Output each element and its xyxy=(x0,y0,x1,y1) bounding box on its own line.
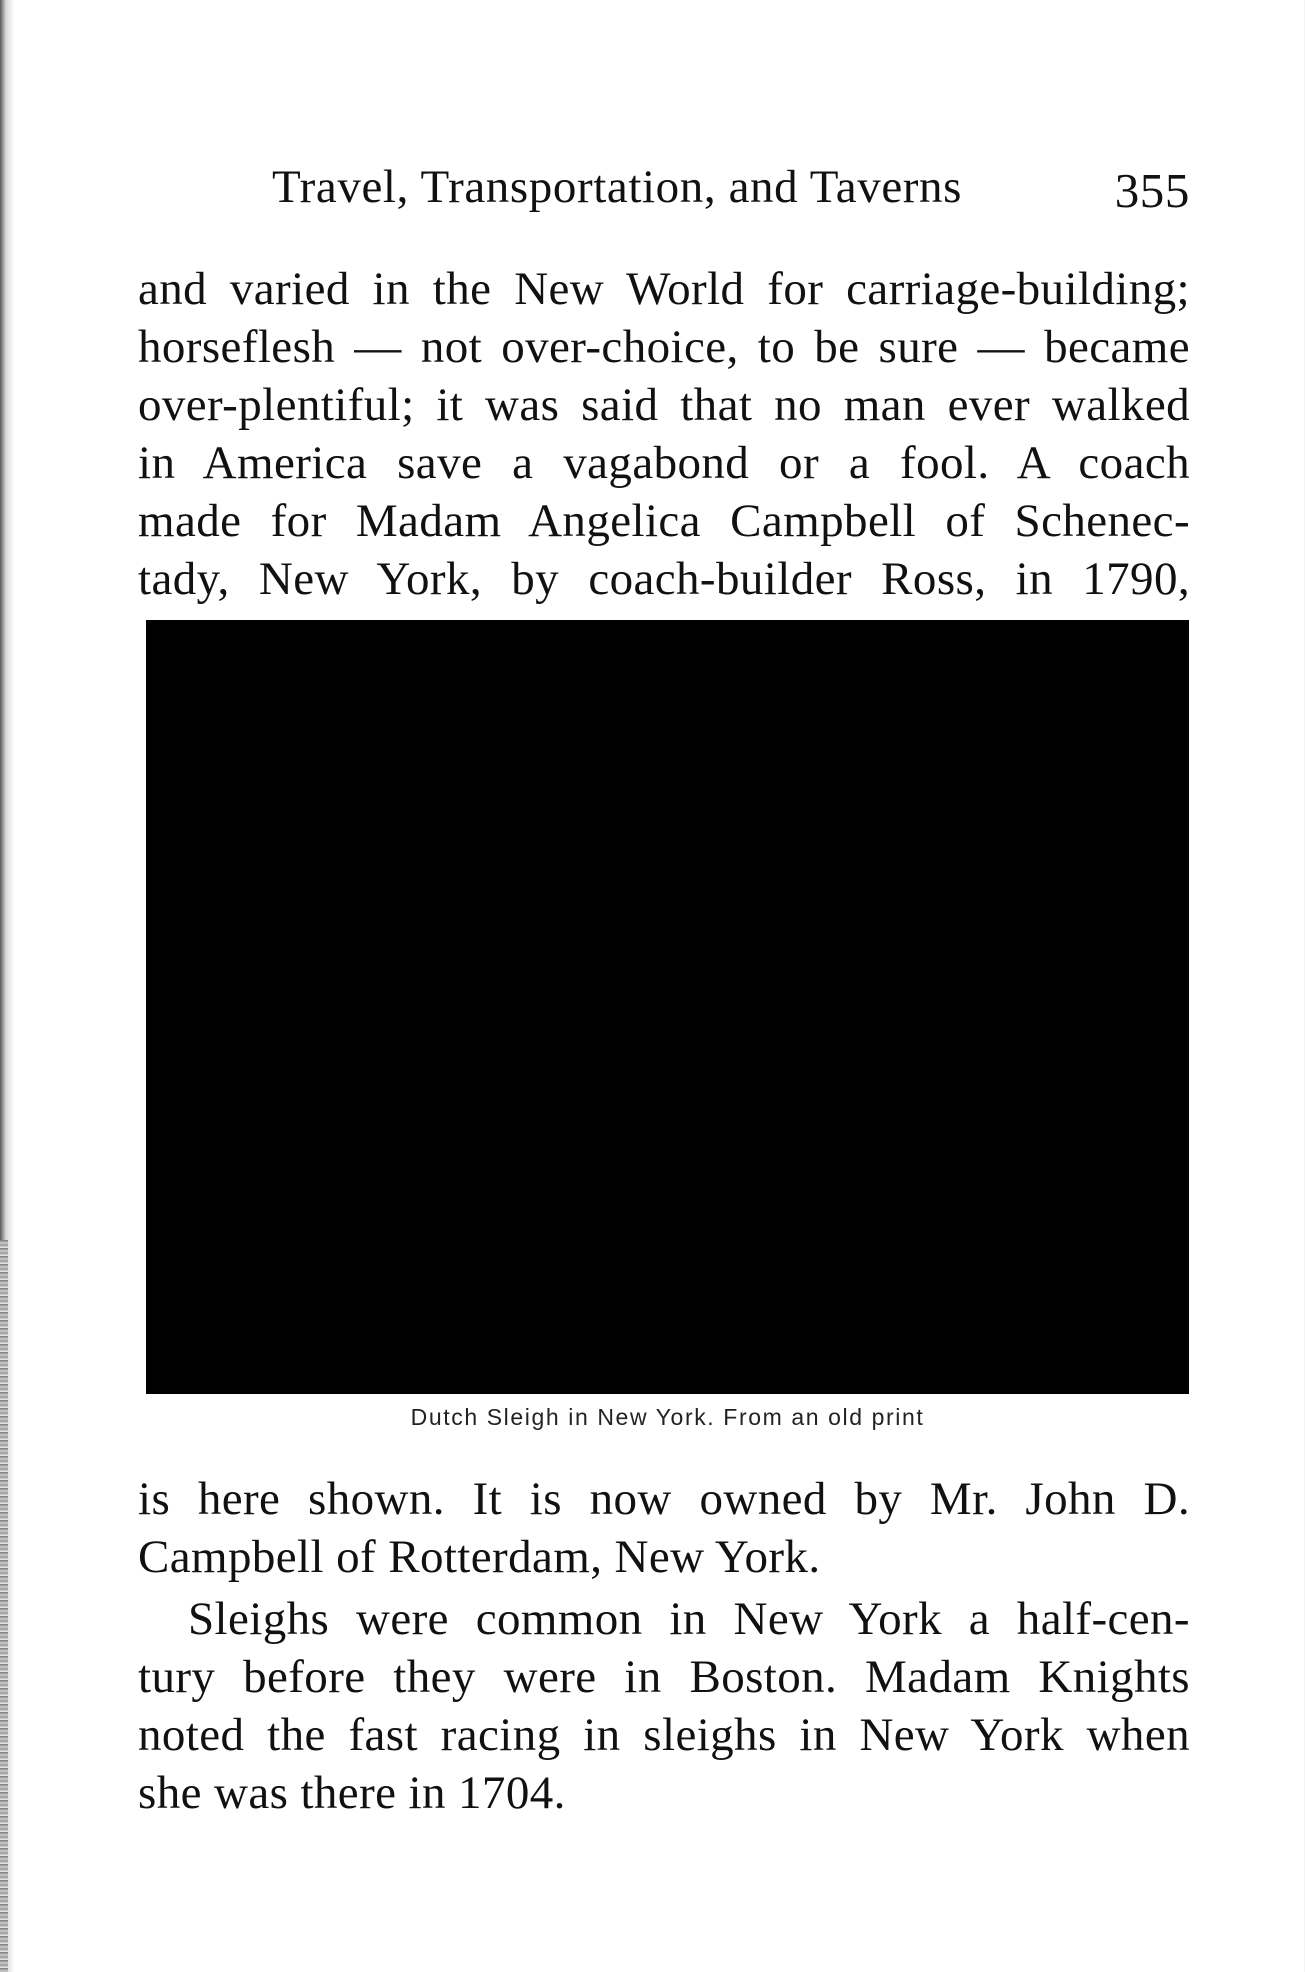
text-line: Sleighs were common in New York a half-cen- xyxy=(188,1593,1190,1645)
text-line: is here shown. It is now owned by Mr. John D. xyxy=(138,1473,1190,1525)
text-line: horseflesh — not over-choice, to be sure — became xyxy=(138,321,1190,373)
text-line: tury before they were in Boston. Madam Knights xyxy=(138,1651,1190,1703)
body-paragraph-2 xyxy=(138,1590,1190,1822)
text-line: noted the fast racing in sleighs in New York when xyxy=(138,1709,1190,1761)
running-title: Travel, Transportation, and Taverns xyxy=(272,161,963,213)
text-line: and varied in the New World for carriage-building; xyxy=(138,263,1190,315)
text-line: Campbell of Rotterdam, New York. xyxy=(138,1531,821,1583)
page-number: 355 xyxy=(1114,163,1190,218)
running-head xyxy=(272,160,1190,220)
figure-plate-image xyxy=(146,620,1189,1394)
body-text-top xyxy=(138,260,1190,608)
text-line: she was there in 1704. xyxy=(138,1767,566,1819)
page-gutter-edge xyxy=(0,0,14,1972)
gutter-speckle xyxy=(0,1240,8,1972)
text-line: in America save a vagabond or a fool. A coach xyxy=(138,437,1190,489)
text-line: over-plentiful; it was said that no man ever walked xyxy=(138,379,1190,431)
text-line: tady, New York, by coach-builder Ross, in 1790, xyxy=(138,553,1190,605)
text-line: made for Madam Angelica Campbell of Schenec- xyxy=(138,495,1190,547)
figure-caption: Dutch Sleigh in New York. From an old print xyxy=(410,1404,925,1430)
body-paragraph-1 xyxy=(138,1470,1190,1586)
